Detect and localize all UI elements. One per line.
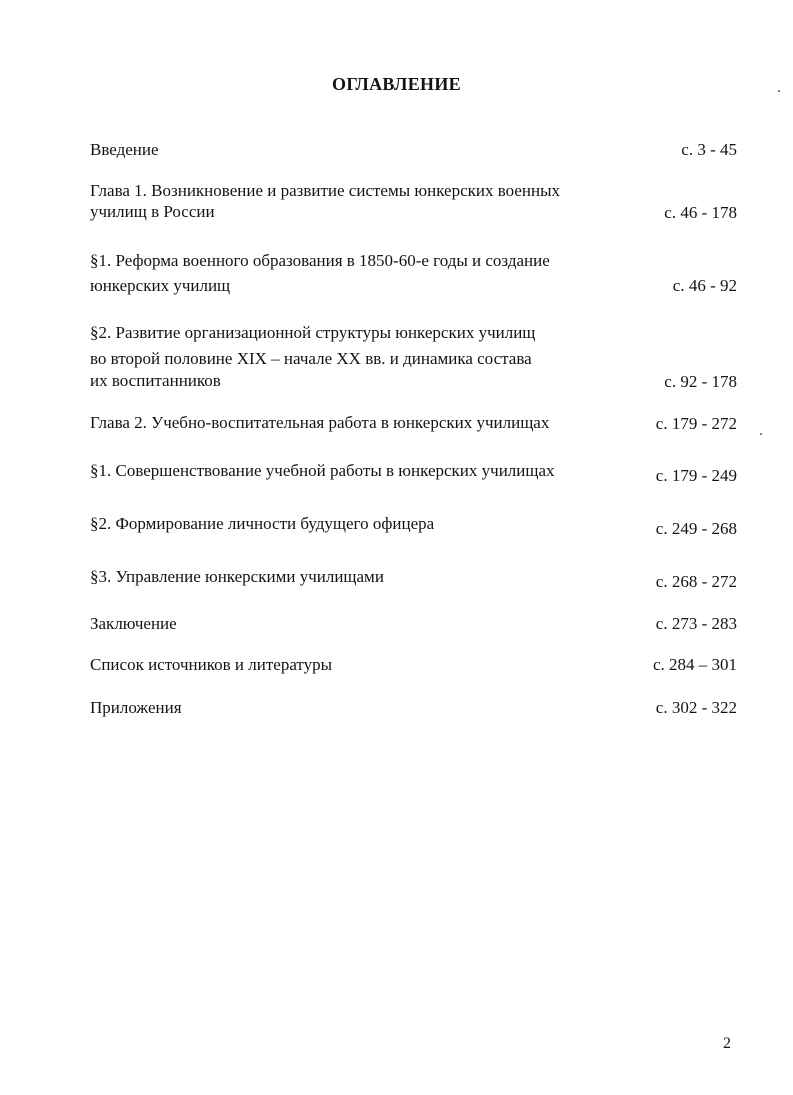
toc-page-ch2-section-2: с. 249 - 268 <box>655 519 737 538</box>
toc-entry-chapter-1-line-1: Глава 1. Возникновение и развитие системы юнкерских военных <box>90 181 561 200</box>
toc-entry-chapter-2: Глава 2. Учебно-воспитательная работа в юнкерских училищах <box>90 413 550 432</box>
page-title: ОГЛАВЛЕНИЕ <box>332 74 461 94</box>
toc-page-appendices: с. 302 - 322 <box>655 698 737 717</box>
toc-page-chapter-1: с. 46 - 178 <box>664 203 737 222</box>
toc-entry-ch1-section-2-line-1: §2. Развитие организационной структуры юнкерских училищ <box>90 323 536 342</box>
toc-entry-ch1-section-2-line-2: во второй половине XIX – начале XX вв. и динамика состава <box>90 349 532 368</box>
toc-page-conclusion: с. 273 - 283 <box>655 614 737 633</box>
scan-speck <box>778 90 780 92</box>
toc-page-ch1-section-1: с. 46 - 92 <box>672 276 737 295</box>
toc-entry-appendices: Приложения <box>90 698 182 717</box>
toc-entry-ch2-section-2: §2. Формирование личности будущего офицера <box>90 514 435 533</box>
toc-page-ch1-section-2: с. 92 - 178 <box>664 372 737 391</box>
toc-page-ch2-section-3: с. 268 - 272 <box>655 572 737 591</box>
toc-entry-ch1-section-1-line-1: §1. Реформа военного образования в 1850-60-е годы и создание <box>90 251 550 270</box>
toc-page-intro: с. 3 - 45 <box>681 140 737 159</box>
toc-entry-ch2-section-3: §3. Управление юнкерскими училищами <box>90 567 384 586</box>
toc-page-ch2-section-1: с. 179 - 249 <box>655 466 737 485</box>
toc-entry-ch2-section-1: §1. Совершенствование учебной работы в юнкерских училищах <box>90 461 555 480</box>
toc-entry-chapter-1-line-2: училищ в России <box>90 202 215 221</box>
scan-speck <box>760 433 762 435</box>
toc-entry-ch1-section-1-line-2: юнкерских училищ <box>90 276 231 295</box>
toc-entry-ch1-section-2-line-3: их воспитанников <box>90 371 221 390</box>
toc-entry-conclusion: Заключение <box>90 614 177 633</box>
toc-entry-intro: Введение <box>90 140 159 159</box>
toc-entry-bibliography: Список источников и литературы <box>90 655 333 674</box>
toc-page-bibliography: с. 284 – 301 <box>652 655 737 674</box>
page-number: 2 <box>723 1035 731 1052</box>
toc-page-chapter-2: с. 179 - 272 <box>655 414 737 433</box>
